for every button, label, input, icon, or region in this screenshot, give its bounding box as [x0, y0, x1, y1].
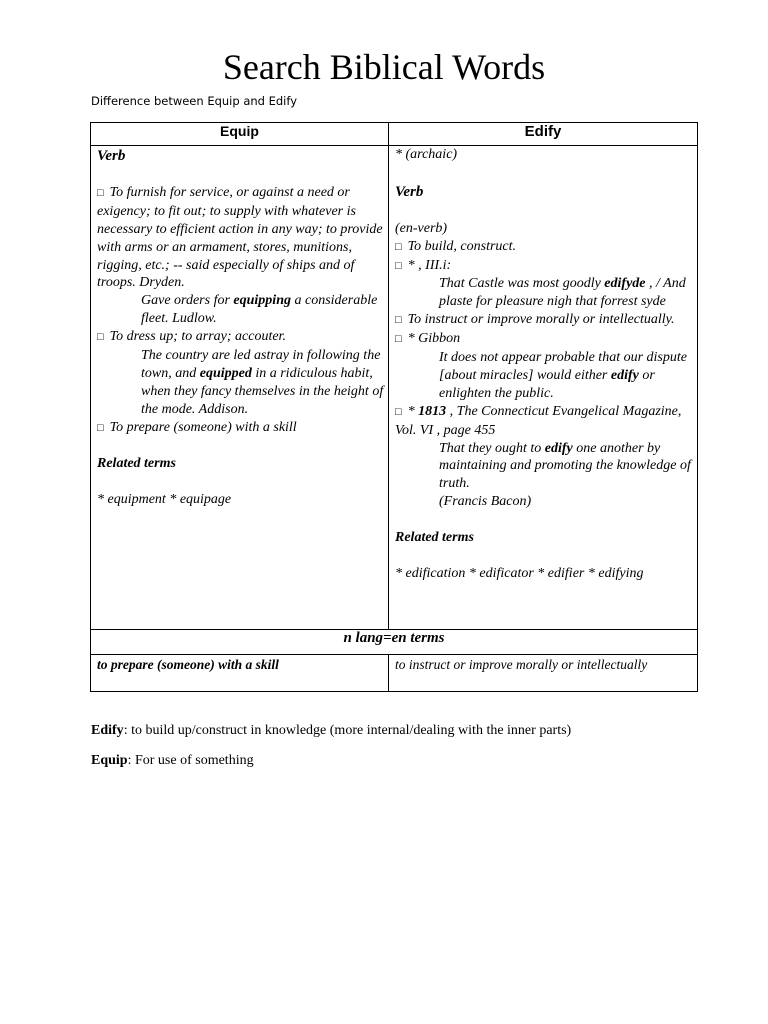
comparison-table	[90, 122, 698, 692]
page-subtitle: Difference between Equip and Edify	[91, 94, 298, 108]
summary-row	[91, 655, 698, 692]
equip-verb-heading: Verb	[97, 148, 126, 164]
edify-archaic: * (archaic)	[395, 147, 458, 162]
equip-def-2: □ To dress up; to array; accouter.	[97, 328, 388, 347]
page-title: Search Biblical Words	[222, 47, 546, 87]
edify-quote-3-attribution: (Francis Bacon)	[439, 494, 532, 510]
equip-quote-1: Gave orders for equipping a considerable fleet. Ludlow.	[141, 293, 378, 327]
edify-verb-heading: Verb	[395, 183, 424, 200]
edify-definitions	[389, 146, 698, 630]
terms-span-row	[91, 630, 698, 655]
edify-cite-2: □ * Gibbon	[395, 330, 697, 349]
edify-cite-3: □ * 1813 , The Connecticut Evangelical Magazine, Vol. VI , page 455	[395, 403, 697, 440]
equip-definitions	[91, 146, 389, 630]
terms-span-label: n lang=en terms	[91, 630, 698, 655]
edify-quote-1: That Castle was most goodly edifyde , / And plaste for pleasure nigh that forrest syde	[439, 276, 686, 310]
table-header-row	[91, 123, 698, 146]
edify-quote-3: That they ought to edify one another by maintaining and promoting the knowledge of truth.	[439, 440, 691, 492]
edify-def-1: □ To build, construct.	[395, 238, 697, 257]
edify-quote-2: It does not appear probable that our dispute [about miracles] would either edify or enlighten the public.	[439, 350, 687, 401]
summary-equip: to prepare (someone) with a skill	[91, 655, 389, 692]
edify-def-2: □ To instruct or improve morally or intellectually.	[395, 311, 697, 330]
edify-related-heading: Related terms	[395, 530, 474, 546]
equip-def-1: □ To furnish for service, or against a need or exigency; to fit out; to supply with whatever is necessary to efficient action in any way; to provide with arms or an armament, stores, munitions, rigging, etc.; -- said especially of ships and of troops. Dryden.	[97, 184, 388, 292]
equip-related-heading: Related terms	[97, 456, 176, 472]
edify-related-terms: * edification * edificator * edifier * edifying	[395, 565, 644, 581]
equip-quote-2: The country are led astray in following the town, and equipped in a ridiculous habit, when they fancy themselves in the height of the mode. Addison.	[141, 348, 384, 417]
edify-cite-1: □ * , III.i:	[395, 257, 697, 276]
note-edify: Edify: to build up/construct in knowledge (more internal/dealing with the inner parts)	[91, 723, 572, 738]
note-equip: Equip: For use of something	[91, 753, 254, 768]
header-edify: Edify	[389, 123, 698, 146]
definitions-row	[91, 146, 698, 630]
header-equip: Equip	[91, 123, 389, 146]
edify-en-verb: (en-verb)	[395, 220, 448, 236]
equip-def-3: □ To prepare (someone) with a skill	[97, 419, 388, 438]
equip-related-terms: * equipment * equipage	[97, 492, 232, 508]
summary-edify: to instruct or improve morally or intellectually	[389, 655, 698, 692]
